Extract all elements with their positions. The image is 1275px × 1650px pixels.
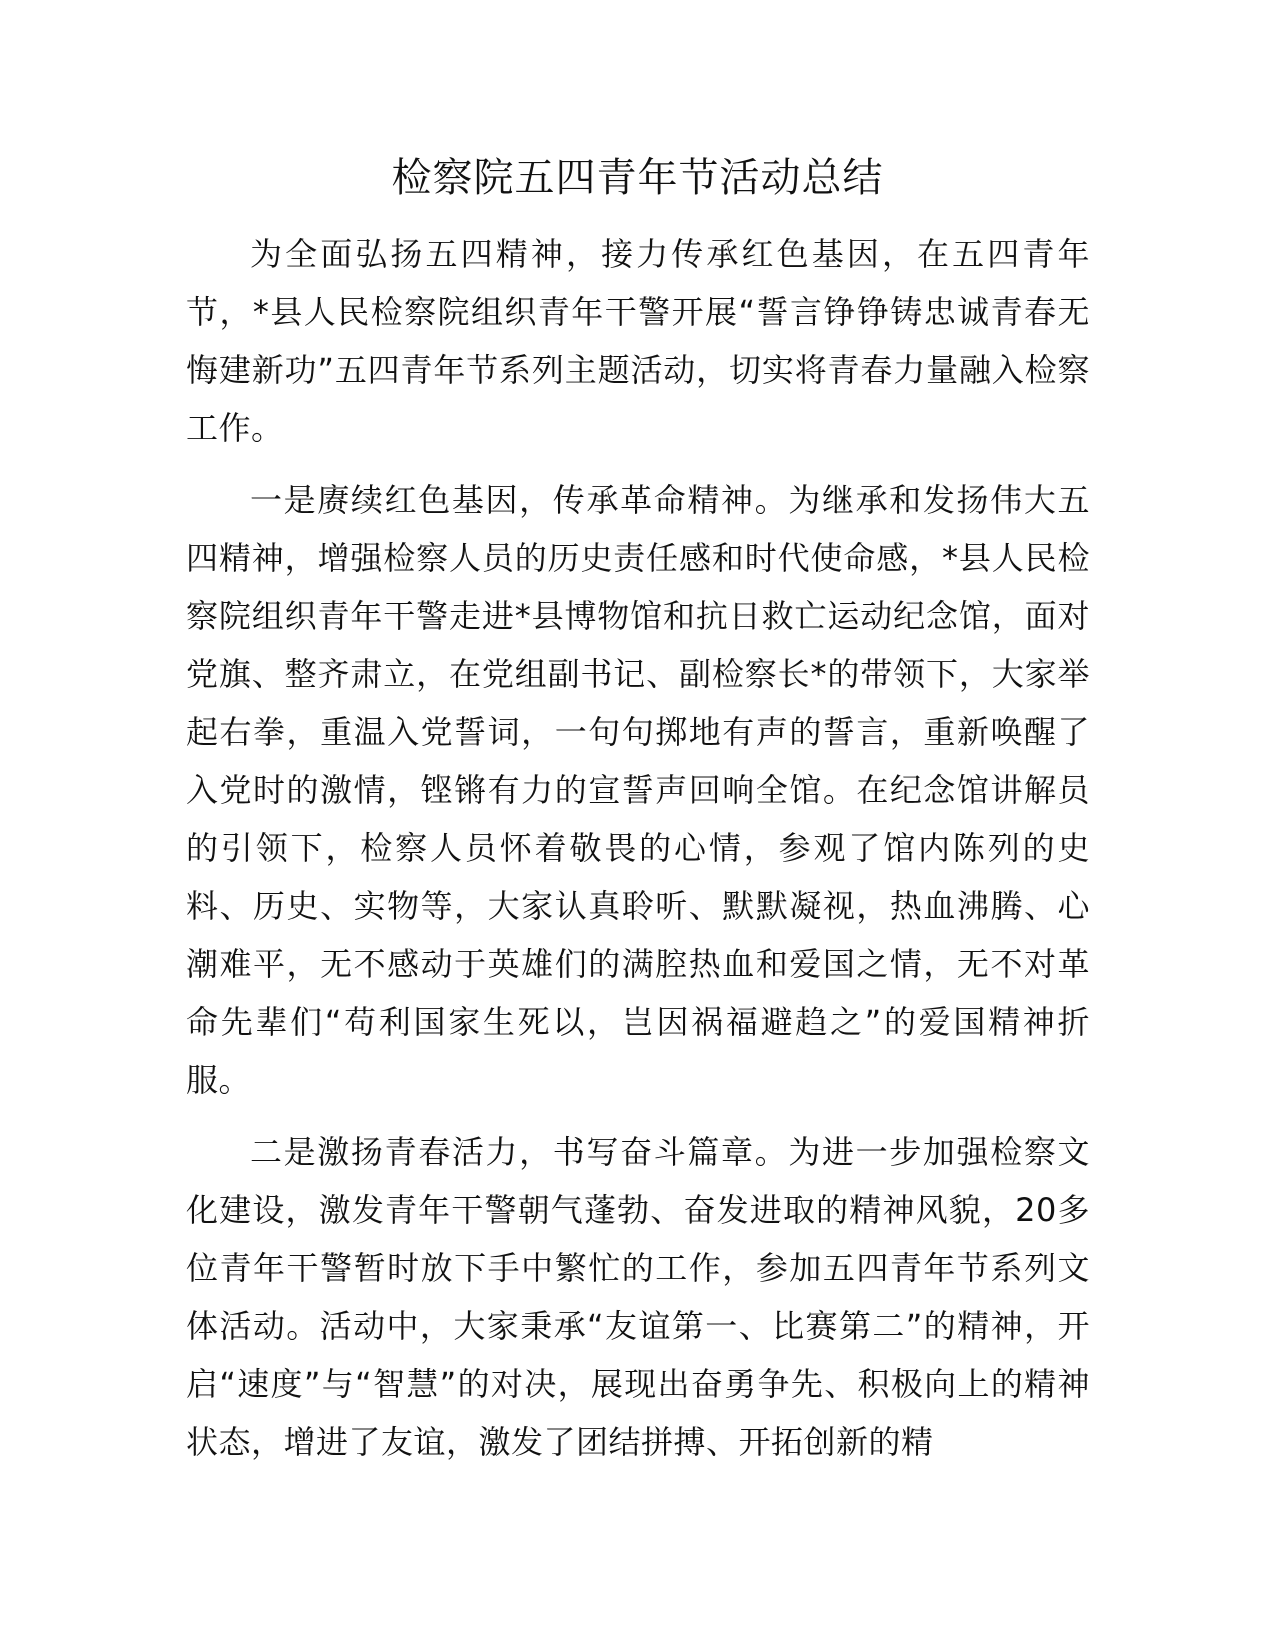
paragraph-intro: 为全面弘扬五四精神，接力传承红色基因，在五四青年节，*县人民检察院组织青年干警开展“誓言铮铮铸忠诚青春无悔建新功”五四青年节系列主题活动，切实将青春力量融入检察工作。 (186, 235, 1090, 447)
paragraph-youth-vitality: 二是激扬青春活力，书写奋斗篇章。为进一步加强检察文化建设，激发青年干警朝气蓬勃、奋发进取的精神风貌，20多位青年干警暂时放下手中繁忙的工作，参加五四青年节系列文体活动。活动中，大家秉承“友谊第一、比赛第二”的精神，开启“速度”与“智慧”的对决，展现出奋勇争先、积极向上的精神状态，增进了友谊，激发了团结拼搏、开拓创新的精 (186, 1133, 1090, 1461)
document-title: 检察院五四青年节活动总结 (391, 155, 884, 201)
paragraph-red-gene: 一是赓续红色基因，传承革命精神。为继承和发扬伟大五四精神，增强检察人员的历史责任感和时代使命感，*县人民检察院组织青年干警走进*县博物馆和抗日救亡运动纪念馆，面对党旗、整齐肃立，在党组副书记、副检察长*的带领下，大家举起右拳，重温入党誓词，一句句掷地有声的誓言，重新唤醒了入党时的激情，铿锵有力的宣誓声回响全馆。在纪念馆讲解员的引领下，检察人员怀着敬畏的心情，参观了馆内陈列的史料、历史、实物等，大家认真聆听、默默凝视，热血沸腾、心潮难平，无不感动于英雄们的满腔热血和爱国之情，无不对革命先辈们“苟利国家生死以，岂因祸福避趋之”的爱国精神折服。 (186, 481, 1090, 1099)
document-body (186, 225, 1090, 1485)
